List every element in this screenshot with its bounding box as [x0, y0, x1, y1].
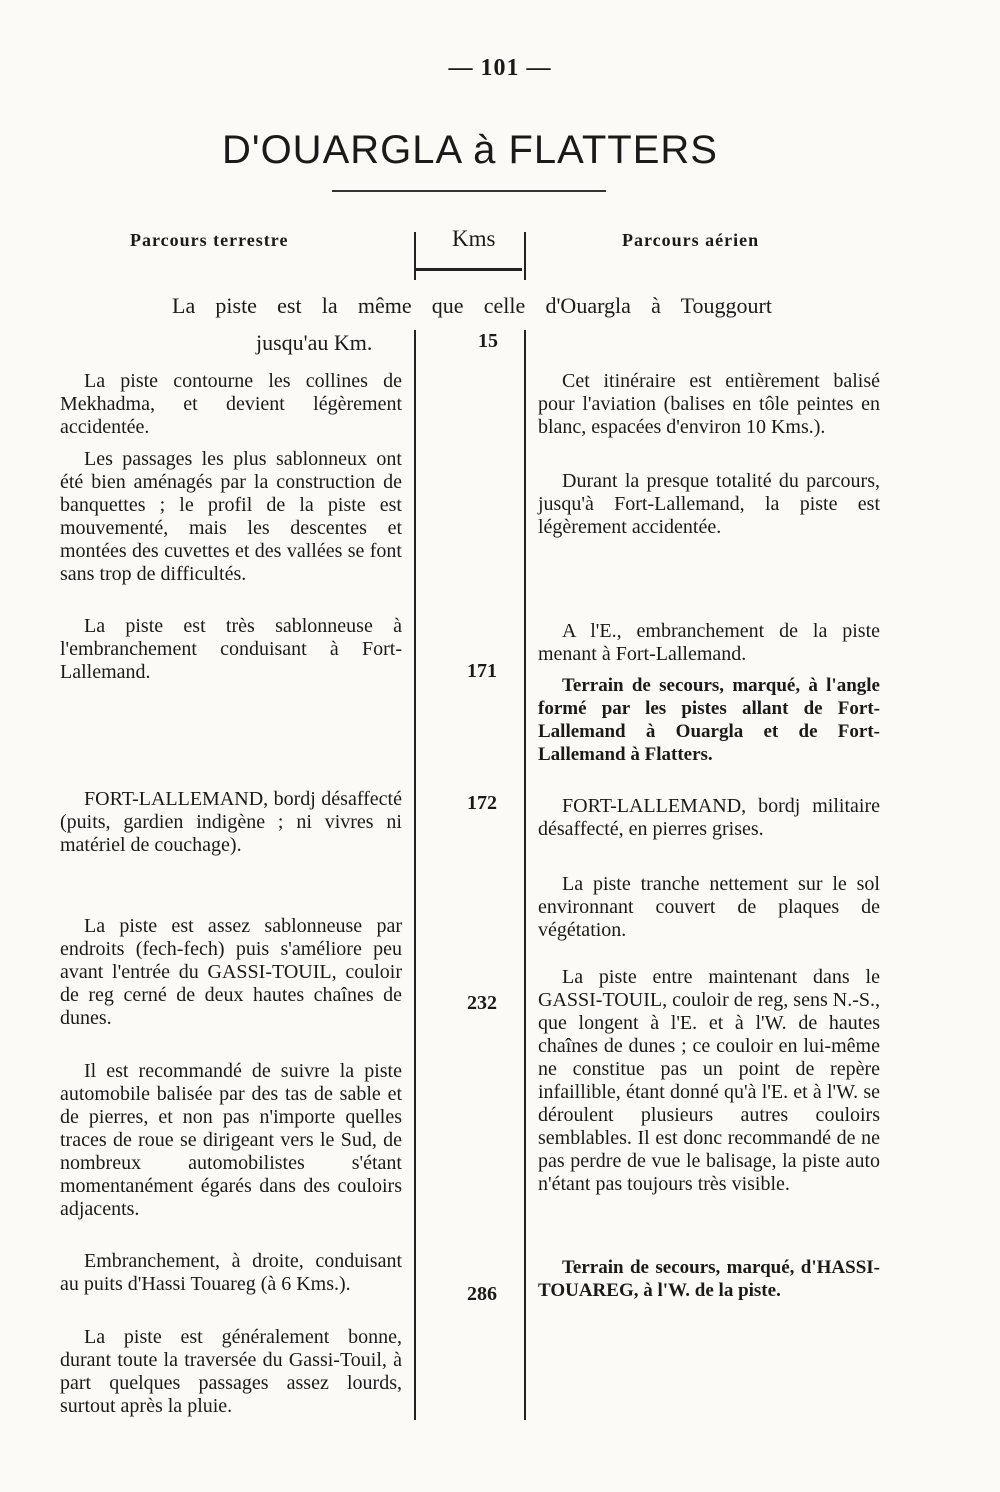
column-rule-right: [524, 330, 526, 1420]
land-paragraph: La piste est très sablonneuse à l'embranchement conduisant à Fort-Lallemand.: [60, 615, 402, 683]
column-rule-left: [414, 330, 416, 1420]
air-paragraph-emergency-field: Terrain de secours, marqué, à l'angle formé par les pistes allant de Fort-Lallemand à Ouargla et de Fort-Lallemand à Flatters.: [538, 675, 880, 765]
land-paragraph: Embranchement, à droite, conduisant au puits d'Hassi Touareg (à 6 Kms.).: [60, 1250, 402, 1295]
land-paragraph: Les passages les plus sablonneux ont été bien aménagés par la construction de banquettes ; le profil de la piste est mouvementé, mais les descentes et montées des cuvettes et des vallées se font sans trop de difficultés.: [60, 448, 402, 585]
km-marker: 232: [467, 992, 497, 1014]
title-divider: [332, 190, 606, 192]
page-title: D'OUARGLA à FLATTERS: [222, 128, 718, 172]
header-air-route: Parcours aérien: [622, 230, 760, 250]
air-paragraph-gassi-touil: La piste entre maintenant dans le GASSI-TOUIL, couloir de reg, sens N.-S., que longent à l'E. et à l'W. de hautes chaînes de dunes ; ce couloir en lui-même ne constitue pas un point de repère infaillible, étant donné qu'à l'E. et à l'W. se déroulent plusieurs autres couloirs semblables. Il est donc recommandé de ne pas perdre de vue le balisage, la piste auto n'étant pas toujours très visible.: [538, 966, 880, 1195]
air-paragraph: La piste tranche nettement sur le sol environnant couvert de plaques de végétation.: [538, 873, 880, 941]
air-paragraph: Cet itinéraire est entièrement balisé pour l'aviation (balises en tôle peintes en blanc, espacées d'environ 10 Kms.).: [538, 370, 880, 438]
air-paragraph-hassi-touareg: Terrain de secours, marqué, d'HASSI-TOUAREG, à l'W. de la piste.: [538, 1257, 880, 1301]
air-paragraph: A l'E., embranchement de la piste menant à Fort-Lallemand.: [538, 620, 880, 665]
header-right-rule: [524, 232, 526, 280]
land-paragraph: La piste est assez sablonneuse par endroits (fech-fech) puis s'améliore peu avant l'entrée du GASSI-TOUIL, couloir de reg cerné de deux hautes chaînes de dunes.: [60, 915, 402, 1029]
land-paragraph: La piste contourne les collines de Mekhadma, et devient légèrement accidentée.: [60, 370, 402, 438]
km-marker: 171: [467, 660, 497, 682]
land-paragraph: Il est recommandé de suivre la piste automobile balisée par des tas de sable et de pierres, et non pas n'importe quelles traces de roue se dirigeant vers le Sud, de nombreux automobilistes s'étant momentanément égarés dans des couloirs adjacents.: [60, 1060, 402, 1220]
intro-line: La piste est la même que celle d'Ouargla à Touggourt: [172, 293, 772, 318]
page-number: — 101 —: [448, 55, 552, 81]
header-left-rule: [414, 232, 416, 280]
air-paragraph-fort-lallemand: FORT-LALLEMAND, bordj militaire désaffecté, en pierres grises.: [538, 795, 880, 840]
land-paragraph-fort-lallemand: FORT-LALLEMAND, bordj désaffecté (puits, gardien indigène ; ni vivres ni matériel de couchage).: [60, 788, 402, 856]
km-marker: 286: [467, 1283, 497, 1305]
header-underline: [416, 268, 522, 271]
air-paragraph: Durant la presque totalité du parcours, jusqu'à Fort-Lallemand, la piste est légèrement accidentée.: [538, 470, 880, 538]
intro-line-2: jusqu'au Km.: [256, 330, 373, 355]
header-land-route: Parcours terrestre: [130, 230, 289, 250]
header-kms: Kms: [452, 226, 496, 251]
land-paragraph: La piste est généralement bonne, durant toute la traversée du Gassi-Touil, à part quelques passages assez lourds, surtout après la pluie.: [60, 1326, 402, 1417]
km-marker: 15: [478, 330, 498, 352]
km-marker: 172: [467, 792, 497, 814]
